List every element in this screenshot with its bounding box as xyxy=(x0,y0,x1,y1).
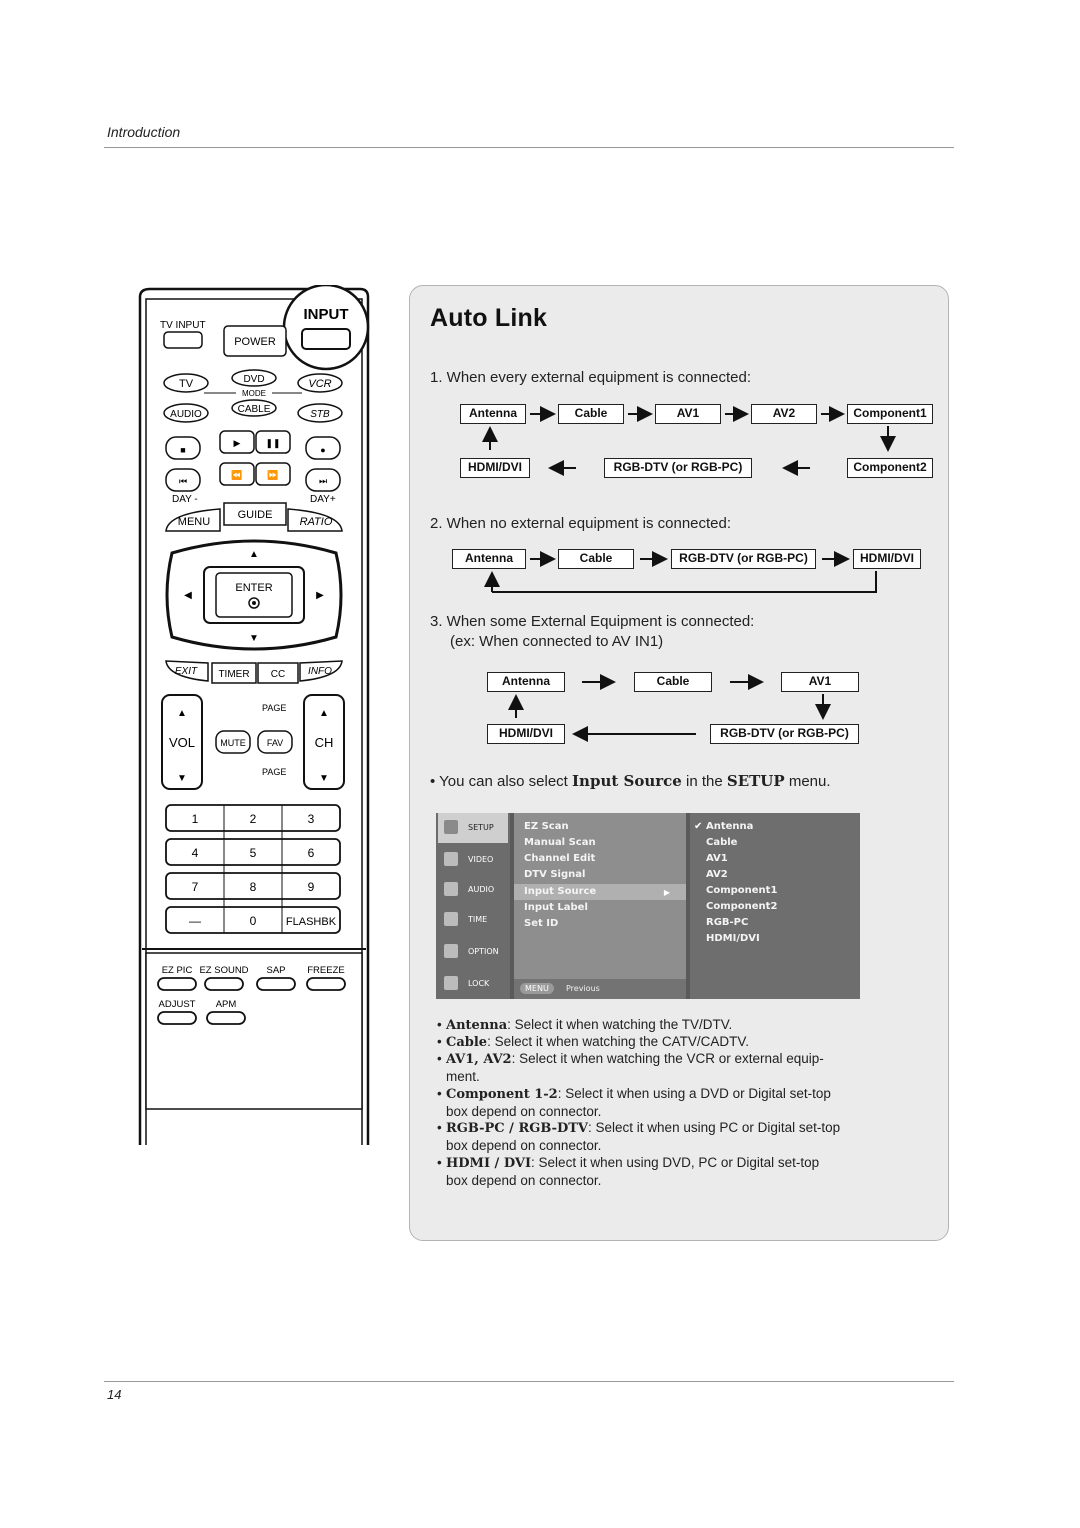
ratio-label: RATIO xyxy=(299,516,333,528)
d3-rgb-dtv: RGB-DTV (or RGB-PC) xyxy=(710,724,859,744)
d3-hdmi-dvi: HDMI/DVI xyxy=(487,724,565,744)
desc-cable: • Cable: Select it when watching the CATV/CADTV. xyxy=(437,1034,749,1050)
key-4[interactable]: 4 xyxy=(191,846,199,860)
key-1[interactable]: 1 xyxy=(191,812,199,826)
menu-previous: Previous xyxy=(566,984,600,993)
menu-ez-scan[interactable]: EZ Scan xyxy=(524,821,569,832)
auto-link-panel xyxy=(409,285,949,1241)
stop-icon: ■ xyxy=(180,445,186,455)
menu-input-options xyxy=(690,813,860,999)
day-plus-label: DAY+ xyxy=(310,494,336,505)
key-5[interactable]: 5 xyxy=(249,846,257,860)
mode-dvd-label: DVD xyxy=(243,374,265,385)
guide-label: GUIDE xyxy=(237,509,273,521)
option-rgb-pc[interactable]: RGB-PC xyxy=(706,917,749,928)
d1-hdmi-dvi: HDMI/DVI xyxy=(460,458,530,478)
desc-antenna: • Antenna: Select it when watching the TV/DTV. xyxy=(437,1017,733,1033)
apm-label: APM xyxy=(215,999,237,1010)
adjust-label: ADJUST xyxy=(158,999,196,1010)
menu-input-label[interactable]: Input Label xyxy=(524,902,588,913)
page-number: 14 xyxy=(107,1387,122,1402)
mode-tv-label: TV xyxy=(178,378,194,390)
exit-label: EXIT xyxy=(174,666,198,677)
menu-manual-scan[interactable]: Manual Scan xyxy=(524,837,596,848)
menu-dtv-signal[interactable]: DTV Signal xyxy=(524,869,586,880)
menu-label: MENU xyxy=(177,516,211,528)
record-icon: ● xyxy=(320,445,326,455)
d1-component1: Component1 xyxy=(847,404,933,424)
menu-side-audio[interactable]: AUDIO xyxy=(438,875,508,905)
rewind-icon: ⏪ xyxy=(231,470,243,480)
menu-key: MENU xyxy=(520,983,554,994)
menu-input-source[interactable]: Input Source xyxy=(524,886,597,897)
freeze-button[interactable] xyxy=(307,978,345,990)
mode-label: MODE xyxy=(242,389,266,398)
remote-control xyxy=(138,285,370,1145)
ez-sound-label: EZ SOUND xyxy=(199,965,249,976)
option-hdmi-dvi[interactable]: HDMI/DVI xyxy=(706,933,760,944)
sap-label: SAP xyxy=(266,965,286,976)
d3-av1: AV1 xyxy=(781,672,859,692)
option-av2[interactable]: AV2 xyxy=(706,869,728,880)
ch-up-icon[interactable]: ▲ xyxy=(319,708,329,719)
timer-label: TIMER xyxy=(218,669,250,680)
audio-icon xyxy=(444,882,458,896)
day-minus-label: DAY - xyxy=(172,494,198,505)
menu-channel-edit[interactable]: Channel Edit xyxy=(524,853,596,864)
setup-note: • You can also select Input Source in the SETUP menu. xyxy=(430,772,831,790)
up-arrow-icon[interactable]: ▲ xyxy=(249,549,259,560)
desc-rgb: • RGB-PC / RGB-DTV: Select it when using PC or Digital set-top box depend on connector. xyxy=(437,1120,841,1153)
panel-title: Auto Link xyxy=(430,304,548,332)
d3-cable: Cable xyxy=(634,672,712,692)
scenario3-subheading: (ex: When connected to AV IN1) xyxy=(450,633,664,650)
key-dash[interactable]: — xyxy=(189,914,201,928)
menu-side-video[interactable]: VIDEO xyxy=(438,845,508,875)
d1-antenna: Antenna xyxy=(460,404,526,424)
apm-button[interactable] xyxy=(207,1012,245,1024)
key-0[interactable]: 0 xyxy=(249,914,257,928)
lock-icon xyxy=(444,976,458,990)
menu-side-option[interactable]: OPTION xyxy=(438,937,508,967)
check-icon: ✔ xyxy=(694,821,703,832)
setup-icon xyxy=(444,820,458,834)
header-rule xyxy=(104,147,954,148)
menu-footer xyxy=(514,979,686,999)
d1-av1: AV1 xyxy=(655,404,721,424)
ch-down-icon[interactable]: ▼ xyxy=(319,773,329,784)
power-label: POWER xyxy=(234,336,276,348)
key-3[interactable]: 3 xyxy=(307,812,315,826)
footer-rule xyxy=(104,1381,954,1382)
fav-label: FAV xyxy=(266,738,284,748)
info-label: INFO xyxy=(308,666,332,677)
submenu-arrow-icon: ▶ xyxy=(663,888,670,897)
forward-icon: ⏩ xyxy=(267,470,279,480)
d2-rgb-dtv: RGB-DTV (or RGB-PC) xyxy=(671,549,816,569)
desc-hdmi: • HDMI / DVI: Select it when using DVD, PC or Digital set-top box depend on connector. xyxy=(437,1155,820,1188)
ez-pic-button[interactable] xyxy=(158,978,196,990)
option-component1[interactable]: Component1 xyxy=(706,885,778,896)
mode-stb-label: STB xyxy=(310,409,330,420)
time-icon xyxy=(444,912,458,926)
enter-label: ENTER xyxy=(235,582,273,594)
d1-av2: AV2 xyxy=(751,404,817,424)
lower-panel xyxy=(146,953,362,1109)
prev-icon: ⏮ xyxy=(178,476,188,486)
menu-middle xyxy=(514,813,686,979)
mode-vcr-label: VCR xyxy=(308,378,332,390)
desc-av: • AV1, AV2: Select it when watching the VCR or external equip- ment. xyxy=(437,1051,824,1084)
setup-menu-screenshot xyxy=(436,813,860,999)
d1-component2: Component2 xyxy=(847,458,933,478)
key-8[interactable]: 8 xyxy=(249,880,257,894)
enter-button[interactable] xyxy=(216,573,292,617)
vol-up-icon[interactable]: ▲ xyxy=(177,708,187,719)
d1-cable: Cable xyxy=(558,404,624,424)
adjust-button[interactable] xyxy=(158,1012,196,1024)
remote-drawing xyxy=(138,285,370,1145)
key-2[interactable]: 2 xyxy=(249,812,257,826)
input-label: INPUT xyxy=(303,306,349,323)
d1-rgb-dtv: RGB-DTV (or RGB-PC) xyxy=(604,458,752,478)
menu-side-lock[interactable]: LOCK xyxy=(438,969,508,999)
d2-cable: Cable xyxy=(558,549,634,569)
vol-down-icon[interactable]: ▼ xyxy=(177,773,187,784)
option-component2[interactable]: Component2 xyxy=(706,901,778,912)
d2-antenna: Antenna xyxy=(452,549,526,569)
page-up-label: PAGE xyxy=(262,703,287,713)
left-arrow-icon[interactable]: ◀ xyxy=(184,590,192,601)
d2-hdmi-dvi: HDMI/DVI xyxy=(853,549,921,569)
d3-antenna: Antenna xyxy=(487,672,565,692)
page-down-label: PAGE xyxy=(262,767,287,777)
scenario1-heading: 1. When every external equipment is connected: xyxy=(430,369,752,386)
option-icon xyxy=(444,944,458,958)
menu-side-time[interactable]: TIME xyxy=(438,905,508,935)
desc-component: • Component 1-2: Select it when using a DVD or Digital set-top box depend on connector. xyxy=(437,1086,831,1119)
tv-input-button[interactable] xyxy=(164,332,202,348)
option-antenna[interactable]: Antenna xyxy=(706,821,754,832)
next-icon: ⏭ xyxy=(318,476,328,486)
freeze-label: FREEZE xyxy=(307,965,345,976)
mode-cable-label: CABLE xyxy=(237,404,271,415)
mode-audio-label: AUDIO xyxy=(170,409,202,420)
key-6[interactable]: 6 xyxy=(307,846,315,860)
tv-input-label: TV INPUT xyxy=(160,320,206,331)
scenario3-heading: 3. When some External Equipment is connected: xyxy=(430,613,755,630)
option-av1[interactable]: AV1 xyxy=(706,853,728,864)
scenario2-heading: 2. When no external equipment is connected: xyxy=(430,515,732,532)
cc-label: CC xyxy=(270,669,286,680)
sap-button[interactable] xyxy=(257,978,295,990)
input-button[interactable] xyxy=(302,329,350,349)
right-arrow-icon[interactable]: ▶ xyxy=(316,590,324,601)
flow-arrows xyxy=(410,286,950,766)
ez-pic-label: EZ PIC xyxy=(161,965,193,976)
vol-label: VOL xyxy=(168,735,196,750)
key-9[interactable]: 9 xyxy=(307,880,315,894)
menu-side-setup[interactable]: SETUP xyxy=(438,813,508,843)
option-cable[interactable]: Cable xyxy=(706,837,738,848)
menu-sidebar xyxy=(436,813,510,999)
ch-label: CH xyxy=(314,735,334,750)
key-flashbk[interactable]: FLASHBK xyxy=(285,916,337,928)
section-label: Introduction xyxy=(107,124,181,140)
play-icon: ▶ xyxy=(233,438,241,448)
down-arrow-icon[interactable]: ▼ xyxy=(249,633,259,644)
menu-set-id[interactable]: Set ID xyxy=(524,918,559,929)
mute-label: MUTE xyxy=(220,738,246,748)
ez-sound-button[interactable] xyxy=(205,978,243,990)
video-icon xyxy=(444,852,458,866)
pause-icon: ❚❚ xyxy=(265,438,281,448)
key-7[interactable]: 7 xyxy=(191,880,199,894)
